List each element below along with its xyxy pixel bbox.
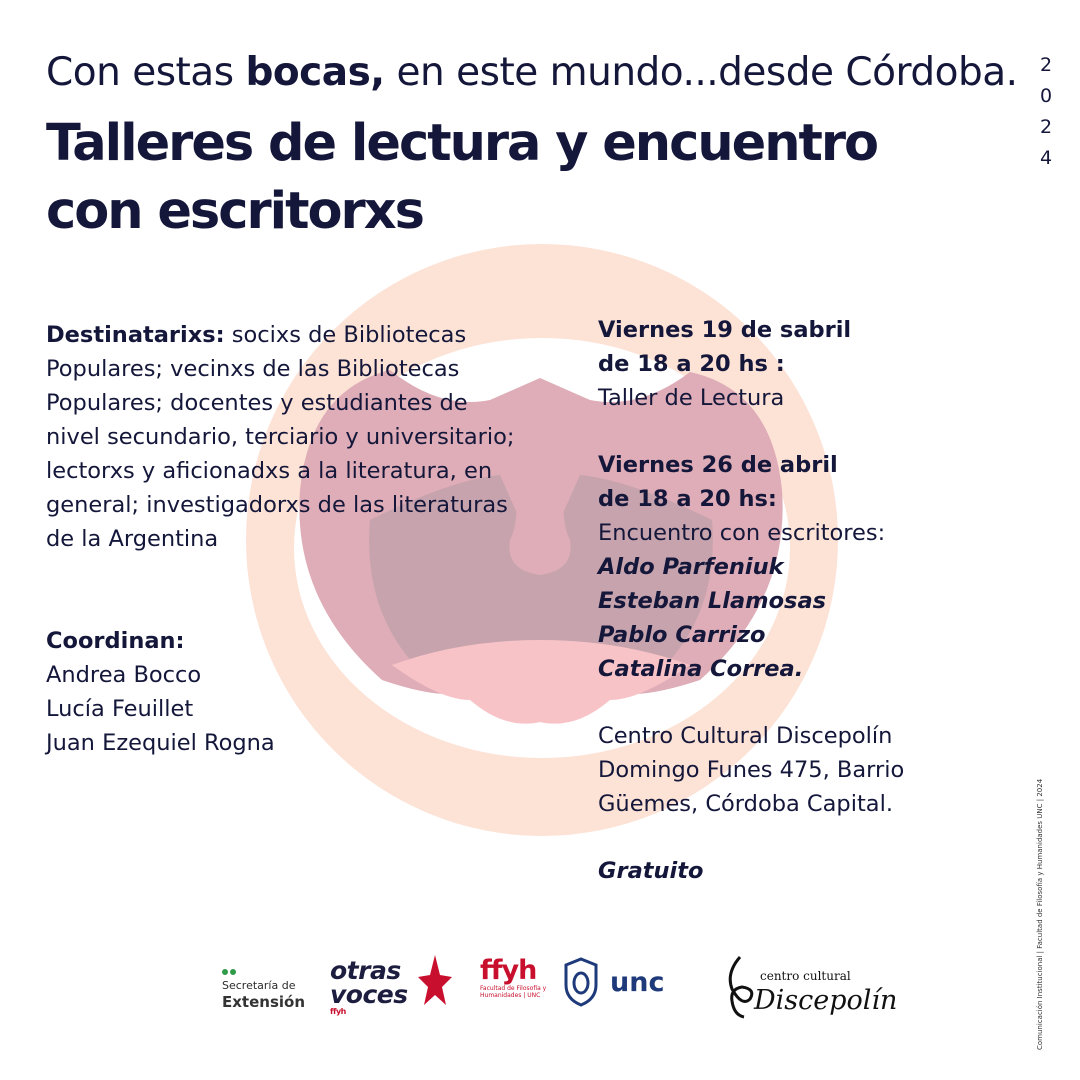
tagline: [46, 46, 1018, 100]
coordinator: Lucía Feuillet: [46, 696, 194, 722]
logo-strip: [222, 945, 898, 1030]
year-digit: 2: [1039, 116, 1053, 138]
dot-icon: [222, 969, 228, 975]
logo-secretaria-extension: [222, 965, 305, 1011]
secretaria-line: Secretaría de: [222, 979, 296, 992]
venue-line: Güemes, Córdoba Capital.: [598, 791, 893, 817]
right-column: [598, 313, 998, 888]
year-digit: 4: [1039, 147, 1053, 169]
disc-top: centro cultural: [760, 969, 851, 983]
coordinan-label: Coordinan:: [46, 628, 185, 654]
sidebar-credit: [1032, 778, 1052, 1055]
coordinator: Juan Ezequiel Rogna: [46, 730, 275, 756]
mouth-uvula: [509, 480, 570, 575]
destinatarios-text: socixs de Bibliotecas Populares; vecinxs de las Bibliotecas Populares; docentes y estudiantes de nivel secundario, terciario y universitario; lectorxs y aficionadxs a la literatura, en general; investigadorxs de las literaturas de la Argentina: [46, 322, 515, 552]
writer-name: Esteban Llamosas: [598, 588, 827, 614]
tagline-bold: bocas,: [245, 50, 385, 95]
clef-icon: [722, 955, 756, 1021]
unc-shield-icon: [562, 957, 600, 1007]
event2-time: de 18 a 20 hs:: [598, 486, 777, 512]
otras-text: otras: [330, 956, 401, 985]
tagline-prefix: Con estas: [46, 50, 246, 95]
sidebar-text: Comunicación Institucional | Facultad de Filosofía y Humanidades UNC | 2024: [1036, 778, 1044, 1050]
ffyh-sub: Facultad de Filosofía y Humanidades | UNC: [480, 985, 547, 999]
event2-desc: Encuentro con escritores:: [598, 520, 886, 546]
event1-desc: Taller de Lectura: [598, 385, 785, 411]
price-label: Gratuito: [598, 858, 704, 884]
destinatarios-label: Destinatarixs:: [46, 322, 225, 348]
page-title: Talleres de lectura y encuentro con escritorxs: [46, 114, 878, 241]
secretaria-ext: Extensión: [222, 993, 305, 1011]
year-vertical: [1036, 50, 1056, 174]
voces-text: voces: [330, 980, 408, 1009]
logo-otras-voces: [330, 956, 408, 1017]
logo-ffyh: [480, 957, 560, 999]
writer-name: Aldo Parfeniuk: [598, 554, 784, 580]
venue-line: Centro Cultural Discepolín: [598, 723, 893, 749]
star-icon: [418, 955, 452, 1015]
writer-name: Catalina Correa.: [598, 656, 804, 682]
destinatarios-paragraph: [46, 318, 516, 556]
dot-icon: [230, 969, 236, 975]
tagline-suffix: en este mundo...desde Córdoba.: [384, 50, 1018, 95]
coordinator: Andrea Bocco: [46, 662, 202, 688]
disc-name: Discepolín: [754, 985, 898, 1016]
venue-line: Domingo Funes 475, Barrio: [598, 757, 905, 783]
year-digit: 0: [1039, 85, 1053, 107]
year-digit: 2: [1039, 54, 1053, 76]
writer-name: Pablo Carrizo: [598, 622, 766, 648]
ffyh-text: ffyh: [480, 955, 537, 986]
event1-time: de 18 a 20 hs :: [598, 351, 785, 377]
otras-sub: ffyh: [330, 1007, 346, 1016]
event1-date: Viernes 19 de sabril: [598, 317, 852, 343]
left-column: [46, 318, 516, 760]
unc-text: unc: [610, 967, 665, 998]
event2-date: Viernes 26 de abril: [598, 452, 838, 478]
